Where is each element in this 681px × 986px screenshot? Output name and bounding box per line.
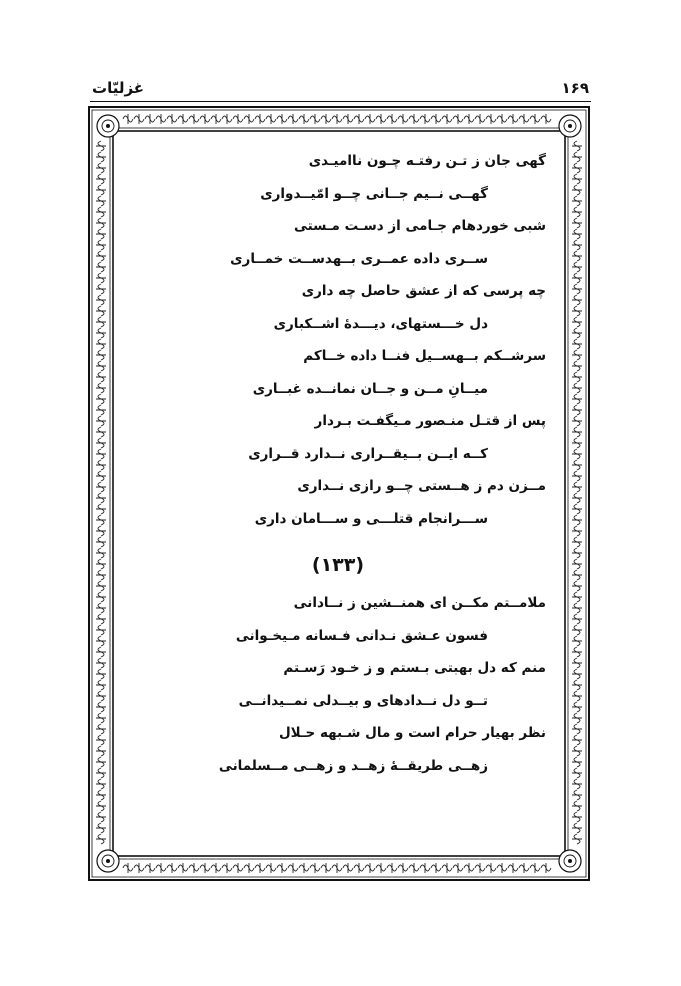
verse-line: گهی جان ز تـن رفتـه چـون ناامیـدی: [308, 153, 546, 169]
page-number: ۱۶۹: [561, 79, 589, 97]
verse-line: کــه ایــن بــیقــراری نــدارد قــراری: [248, 445, 488, 462]
running-head: [92, 78, 589, 98]
verse-line: ملامــتم مکــن ای همنــشین ز نــادانی: [293, 595, 546, 611]
verse-line: زهــی طریقــهٔ زهــد و زهــی مــسلمانی: [218, 757, 488, 774]
running-title: غزلیّات: [92, 79, 145, 97]
verse-line: میــانِ مــن و جــان نمانــده غبــاری: [252, 380, 488, 397]
verse-line: دل خـــستهای، دیـــدهٔ اشــکباری: [273, 315, 488, 332]
verse-line: شبی خوردهام جـامی از دسـت مـستی: [294, 218, 546, 234]
verse-line: نظر بهیار حرام است و مال شـبهه حـلال: [278, 725, 546, 741]
verse-line: سرشــکم بــهســیل فنــا داده خــاکم: [303, 348, 546, 364]
verse-line: پس از قتـل منـصور مـیگفـت بـردار: [314, 413, 546, 429]
verse-line: مــزن دم ز هــستی چــو رازی نــداری: [297, 478, 546, 494]
verse-line: گهــی نــیم جــانی چــو امّیــدواری: [260, 185, 488, 202]
header-rule: [90, 101, 591, 102]
verse-line: فسون عـشق نـدانی فـسانه مـیخـوانی: [235, 627, 488, 644]
poem-body: [130, 145, 546, 782]
verse-line: ســـرانجام قتلـــی و ســـامان داری: [254, 510, 488, 527]
verse-line: تــو دل نــدادهای و بیــدلی نمــیدانــی: [238, 692, 488, 709]
ghazal-number: (۱۳۳): [311, 554, 365, 576]
verse-line: چه پرسی که از عشق حاصل چه داری: [301, 283, 546, 299]
verse-line: ســری داده عمــری بــهدســت خمــاری: [230, 250, 488, 267]
verse-line: منم که دل بهبتی بـستم و ز خـود رَسـتم: [283, 660, 546, 676]
